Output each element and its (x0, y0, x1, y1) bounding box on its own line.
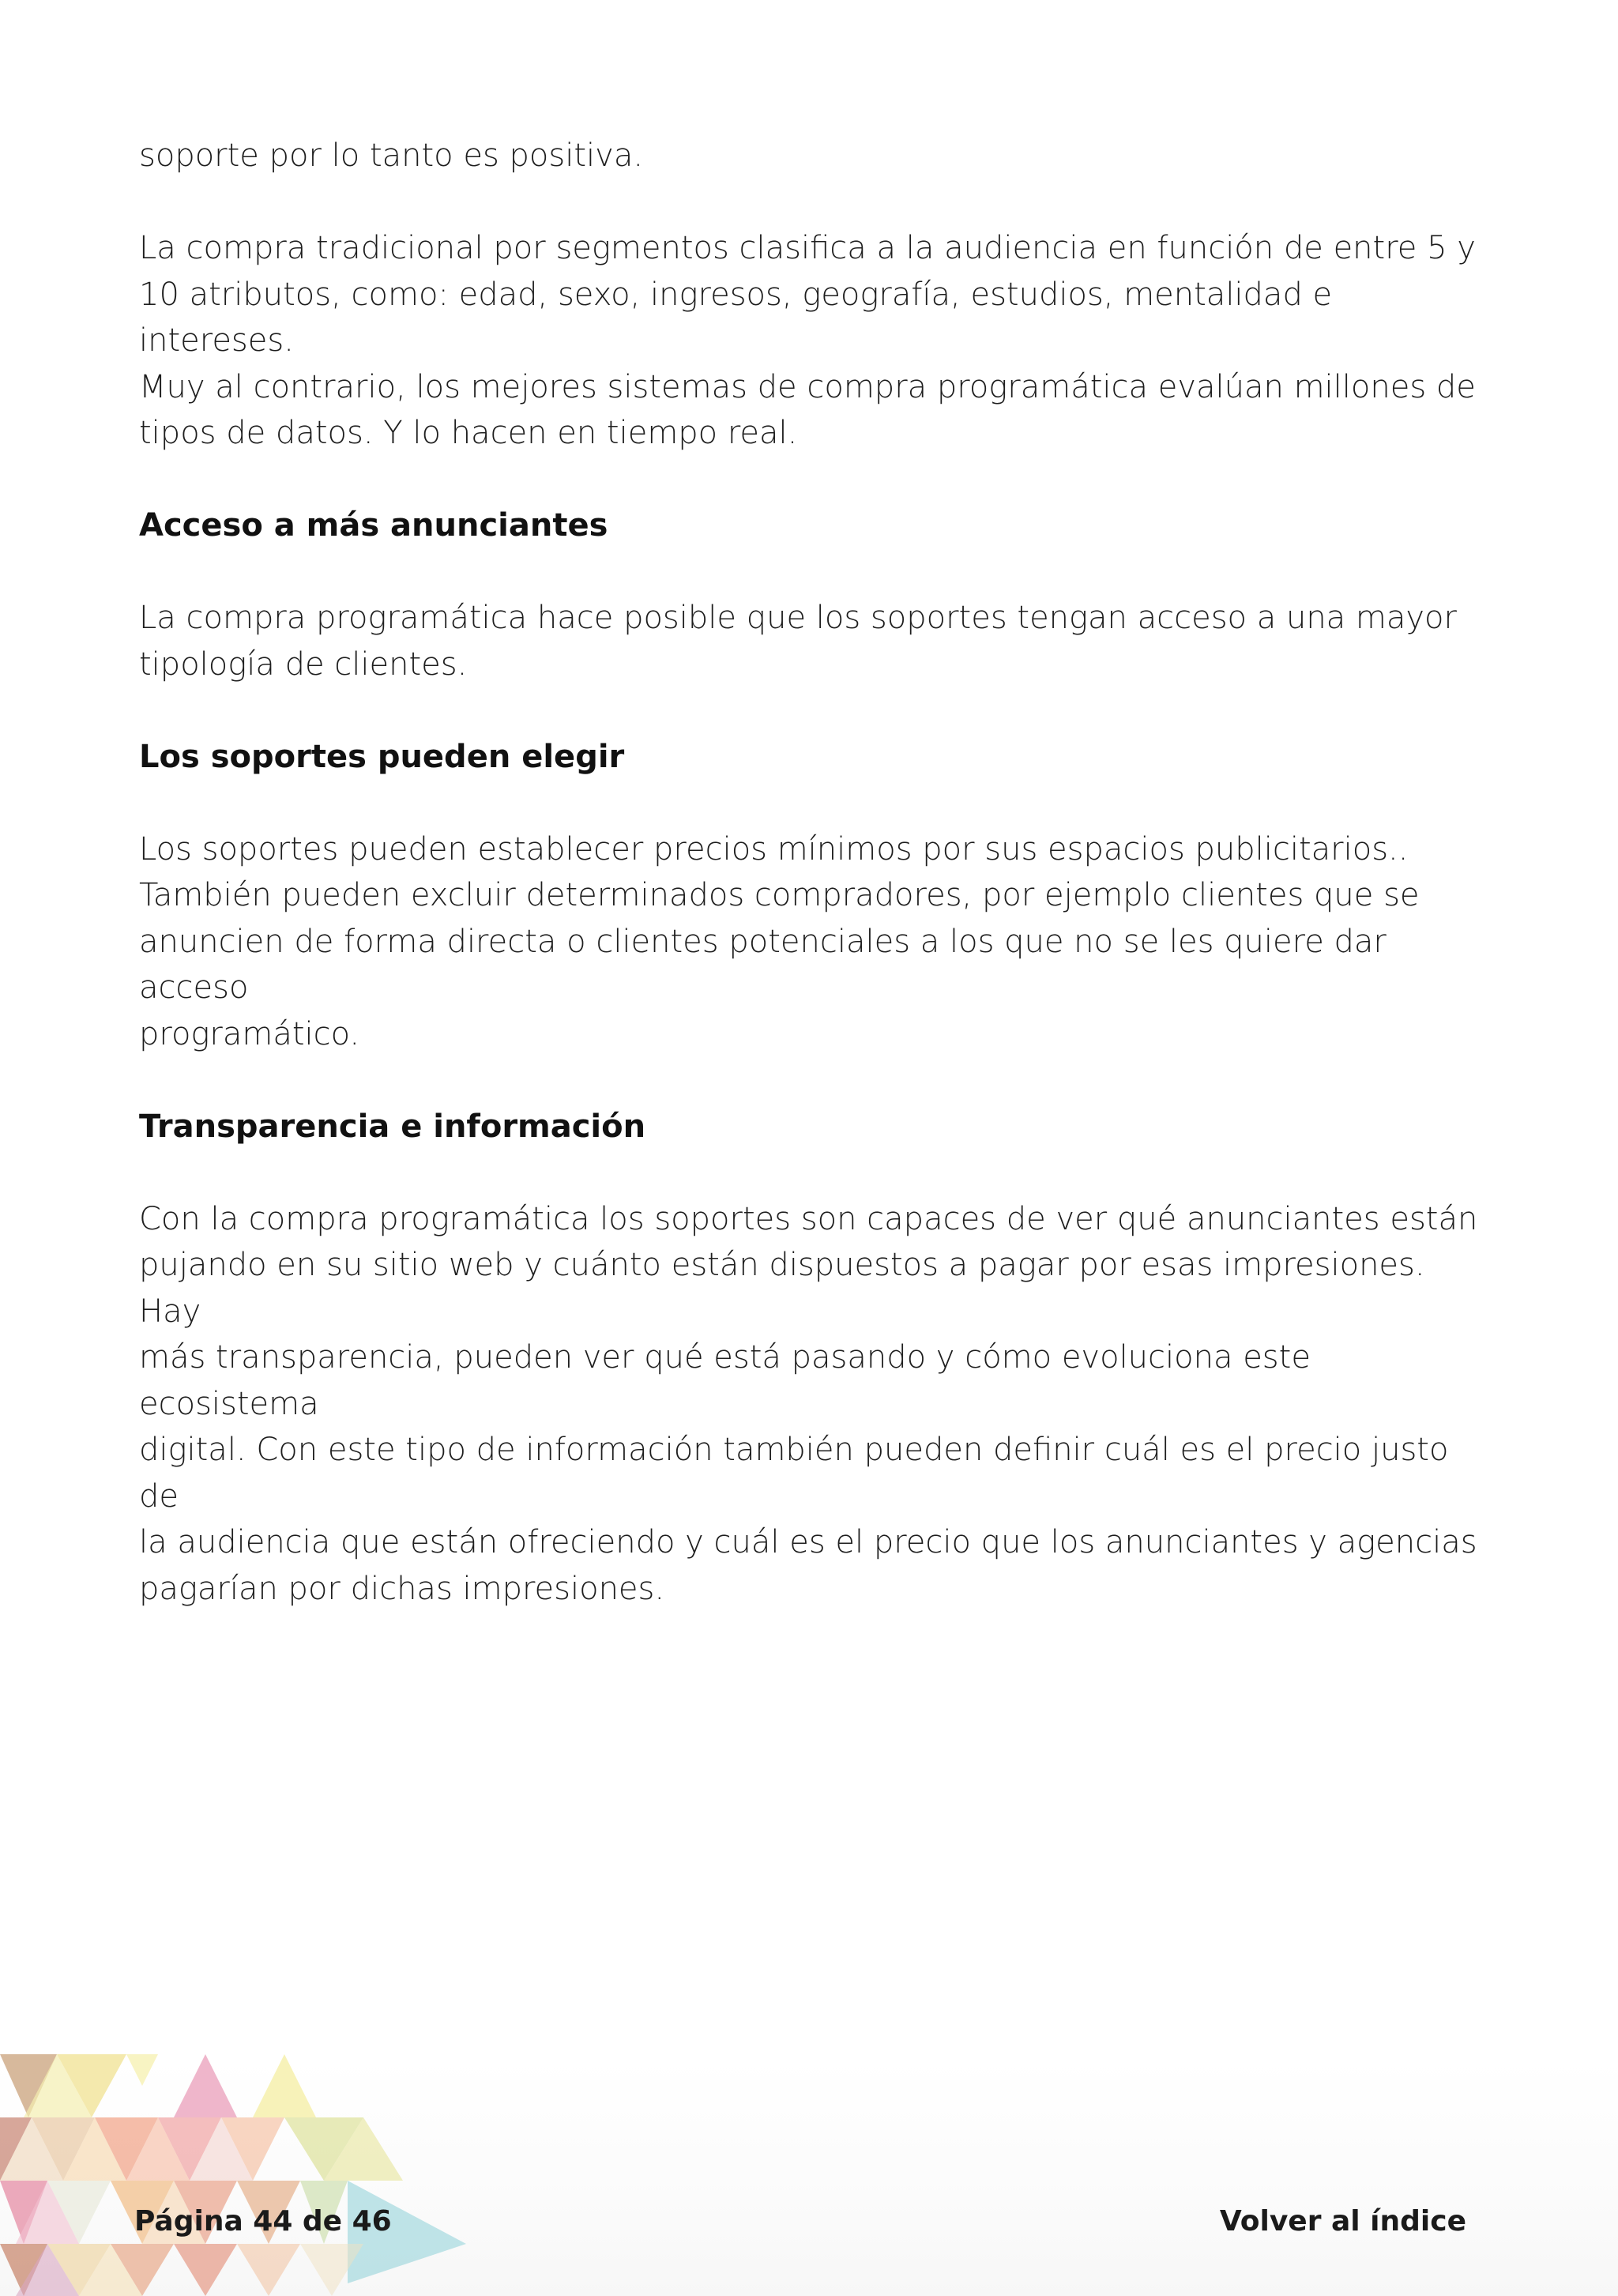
section-heading-transparency: Transparencia e información (139, 1108, 646, 1145)
paragraph-intro-continuation: soporte por lo tanto es positiva. (139, 137, 644, 174)
text-line: anuncien de forma directa o clientes potenciales a los que no se les quiere dar acceso (139, 923, 1387, 1006)
paragraph-segment-buying (139, 225, 1482, 457)
text-line: La compra programática hace posible que los soportes tengan acceso a una mayor (139, 600, 1457, 636)
text-line: 10 atributos, como: edad, sexo, ingresos, geografía, estudios, mentalidad e intereses. (139, 276, 1333, 359)
text-line: digital. Con este tipo de información también pueden definir cuál es el precio justo de (139, 1432, 1449, 1515)
page-number: Página 44 de 46 (134, 2205, 392, 2238)
paragraph-more-advertisers (139, 595, 1482, 687)
paragraph-publishers-choose (139, 826, 1482, 1058)
section-heading-publishers-choose: Los soportes pueden elegir (139, 738, 625, 775)
triangle-pattern-decoration (0, 2054, 474, 2296)
text-line: tipología de clientes. (139, 646, 468, 683)
text-line: pagarían por dichas impresiones. (139, 1570, 665, 1607)
text-line: programático. (139, 1015, 360, 1052)
text-line: Con la compra programática los soportes son capaces de ver qué anunciantes están (139, 1200, 1478, 1237)
back-to-index-link[interactable]: Volver al índice (1219, 2205, 1466, 2238)
text-line: Los soportes pueden establecer precios mínimos por sus espacios publicitarios.. (139, 830, 1409, 868)
section-heading-more-advertisers: Acceso a más anunciantes (139, 507, 608, 544)
text-line: Muy al contrario, los mejores sistemas de compra programática evalúan millones de (139, 368, 1476, 405)
text-line: la audiencia que están ofreciendo y cuál es el precio que los anunciantes y agencias (139, 1524, 1477, 1560)
text-line: pujando en su sitio web y cuánto están dispuestos a pagar por esas impresiones. Hay (139, 1247, 1425, 1330)
text-line: La compra tradicional por segmentos clasifica a la audiencia en función de entre 5 y (139, 230, 1476, 266)
text-line: También pueden excluir determinados compradores, por ejemplo clientes que se (139, 877, 1420, 913)
page-content (139, 133, 1482, 1612)
text-line: tipos de datos. Y lo hacen en tiempo real. (139, 415, 798, 451)
paragraph-transparency (139, 1196, 1482, 1613)
text-line: más transparencia, pueden ver qué está pasando y cómo evoluciona este ecosistema (139, 1339, 1311, 1422)
